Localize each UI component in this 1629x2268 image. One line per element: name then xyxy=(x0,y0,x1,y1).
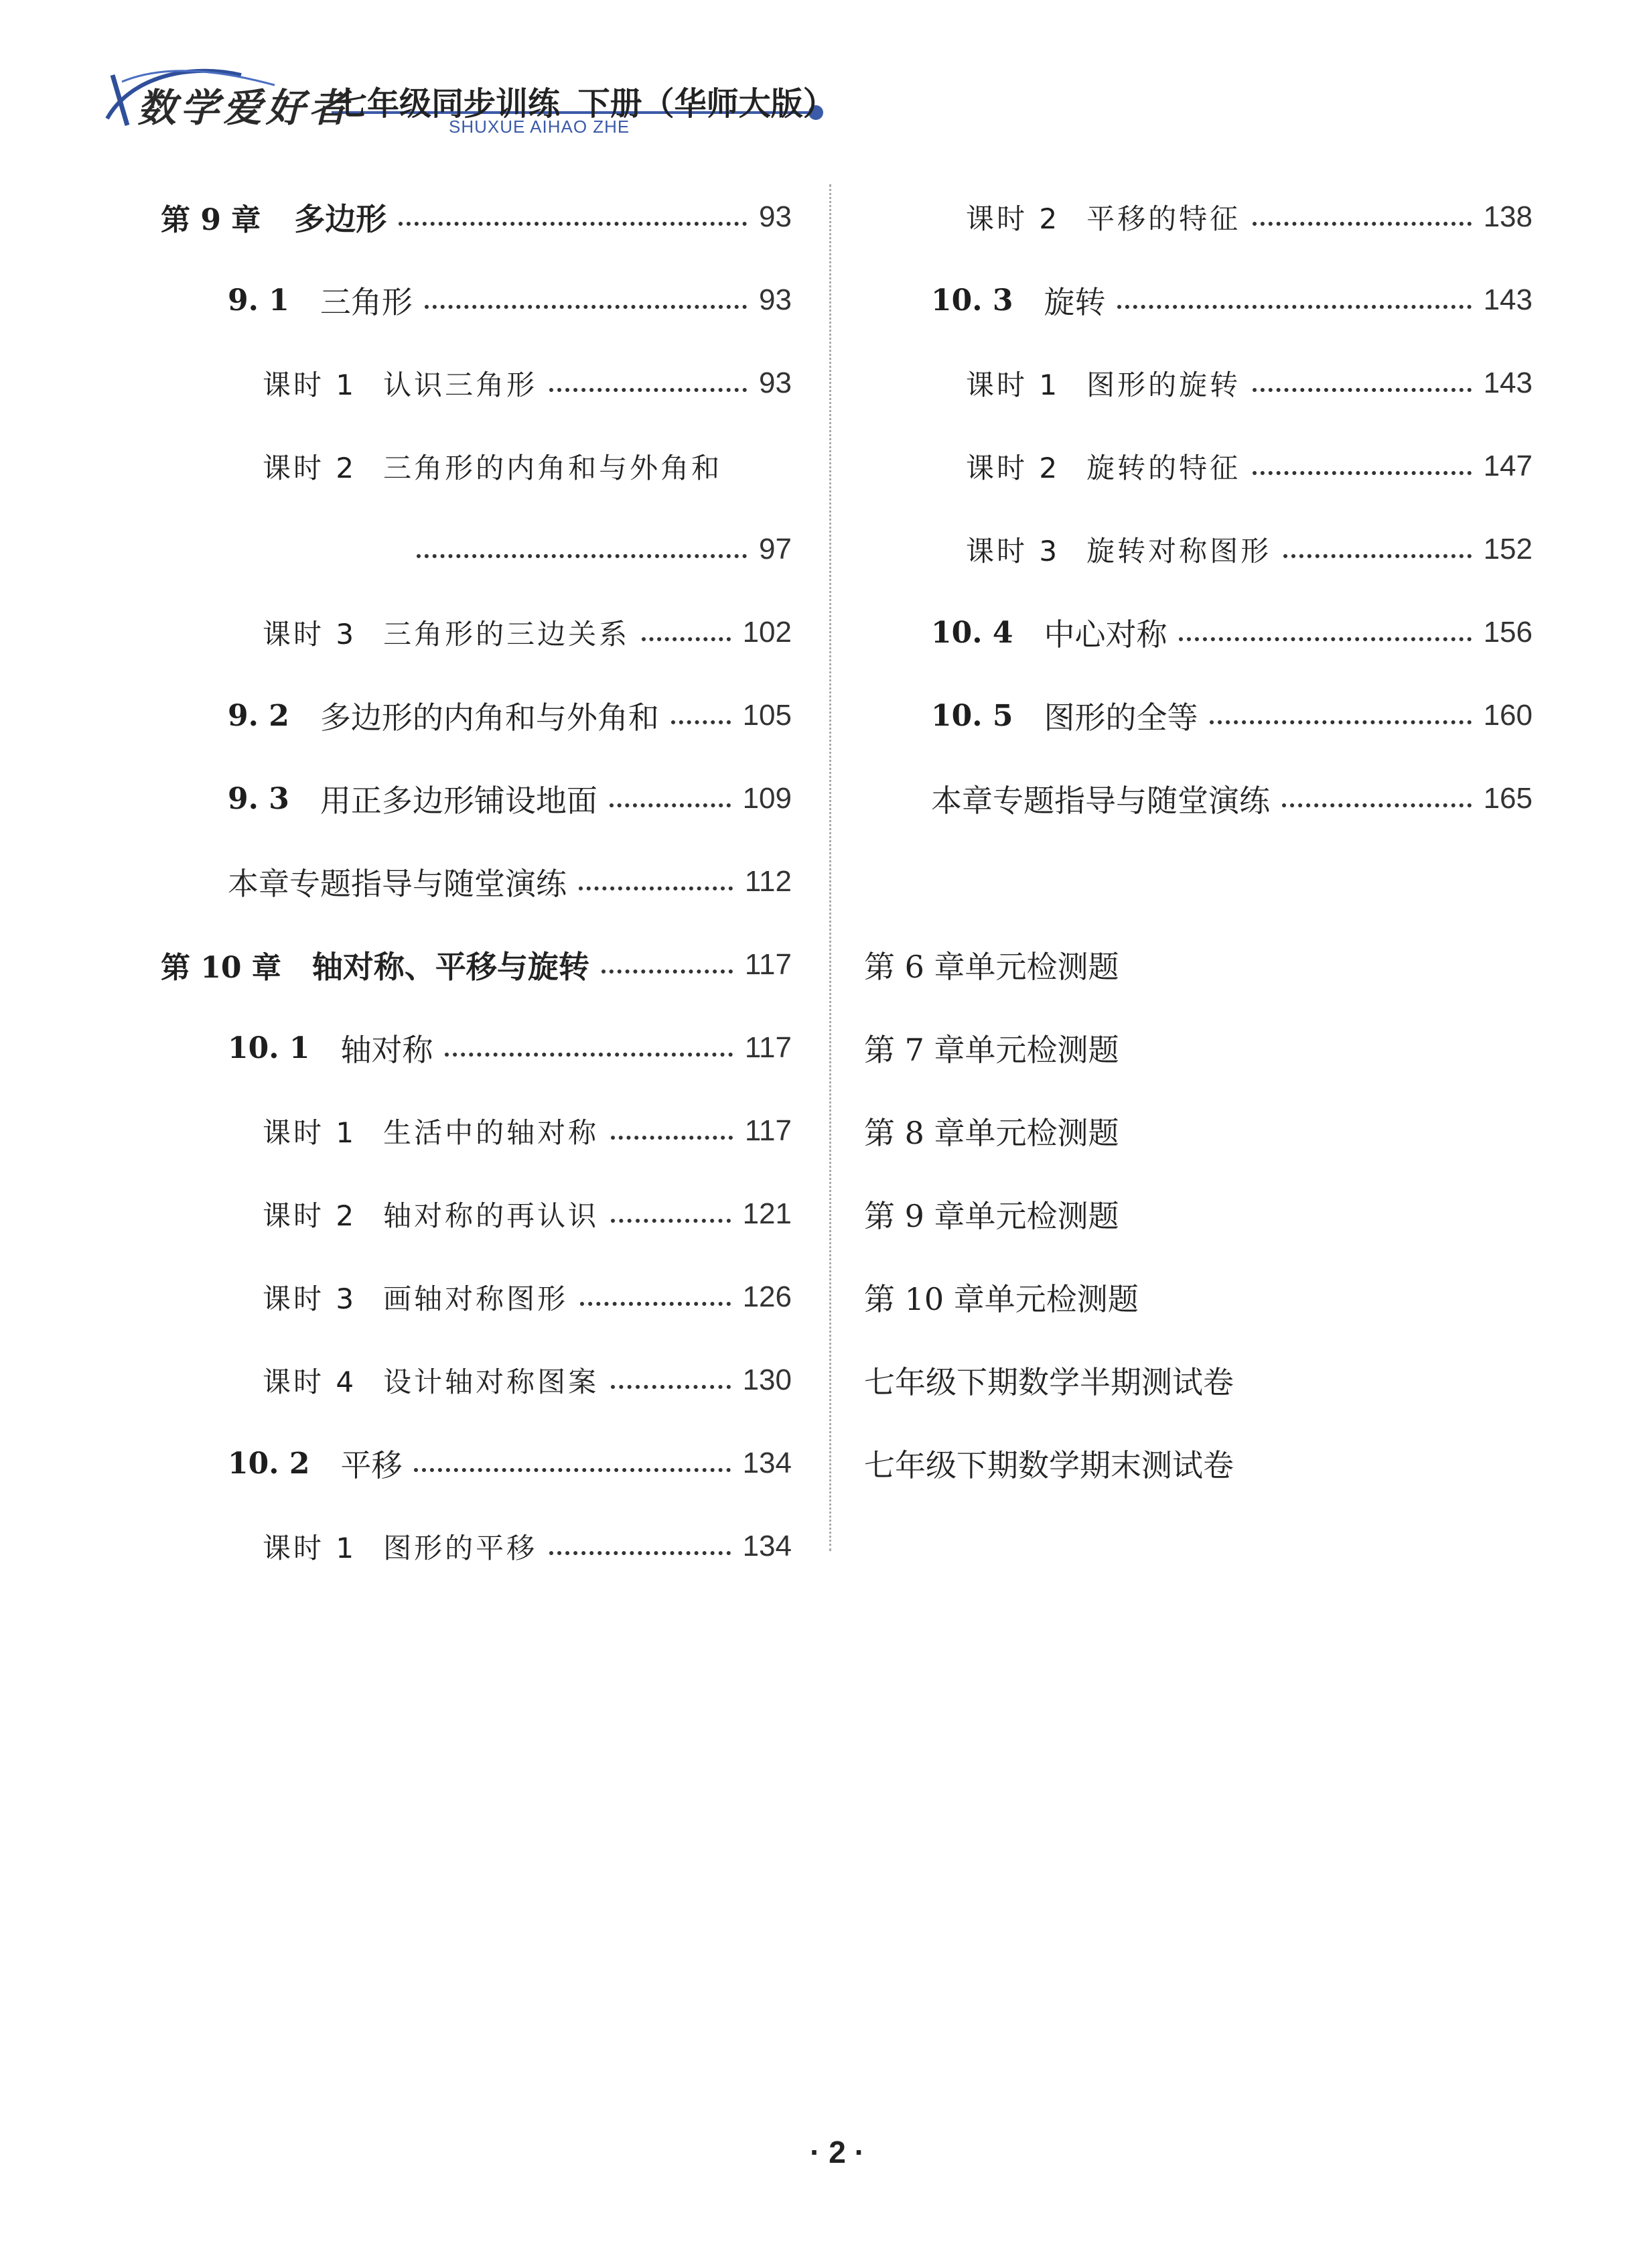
toc-entry[interactable] xyxy=(0,840,804,923)
test-item[interactable] xyxy=(831,1339,1541,1422)
book-title: 七年级同步训练 下册（华师大版） xyxy=(335,86,835,122)
entry-page: 126 xyxy=(742,1280,792,1313)
toc-entry[interactable] xyxy=(0,176,804,259)
entry-page: 134 xyxy=(742,1530,792,1562)
leader-dots xyxy=(601,970,733,974)
toc-entry[interactable] xyxy=(831,176,1541,259)
test-list xyxy=(831,923,1541,1505)
toc-entry[interactable] xyxy=(831,757,1541,840)
entry-title: 本章专题指导与随堂演练 xyxy=(228,866,567,902)
entry-title: 旋转对称图形 xyxy=(1086,535,1272,568)
leader-dots xyxy=(1253,222,1471,226)
leader-dots xyxy=(579,886,733,890)
test-title: 第 7 章单元检测题 xyxy=(864,1032,1119,1068)
entry-page: 152 xyxy=(1483,533,1533,565)
toc-entry[interactable] xyxy=(831,342,1541,425)
test-title: 第 6 章单元检测题 xyxy=(864,949,1119,985)
entry-page: 134 xyxy=(742,1447,792,1479)
toc-entry[interactable] xyxy=(0,757,804,840)
entry-title: 平移的特征 xyxy=(1086,202,1241,235)
entry-title: 图形的旋转 xyxy=(1086,369,1241,401)
entry-number: 课时 2 xyxy=(966,202,1060,235)
leader-dots xyxy=(399,222,747,226)
entry-number: 10. 2 xyxy=(228,1446,310,1481)
test-title: 第 9 章单元检测题 xyxy=(864,1198,1119,1234)
toc-entry[interactable] xyxy=(0,1505,804,1588)
test-item[interactable] xyxy=(831,1422,1541,1505)
toc-entry[interactable] xyxy=(0,259,804,342)
toc-entry[interactable] xyxy=(0,1422,804,1505)
entry-title: 轴对称、平移与旋转 xyxy=(311,949,589,985)
entry-number: 第 9 章 xyxy=(161,203,261,237)
entry-number: 课时 1 xyxy=(263,369,357,401)
toc-entry[interactable] xyxy=(0,591,804,674)
toc-entry[interactable] xyxy=(0,1089,804,1173)
entry-title: 旋转的特征 xyxy=(1086,452,1241,484)
brand-pinyin: SHUXUE AIHAO ZHE xyxy=(449,117,630,137)
entry-number: 课时 2 xyxy=(263,1199,357,1232)
entry-number: 课时 1 xyxy=(263,1116,357,1149)
entry-number: 第 10 章 xyxy=(161,951,281,985)
toc-entry-continuation[interactable] xyxy=(0,508,804,591)
entry-number: 9. 2 xyxy=(228,698,289,733)
leader-dots xyxy=(611,1385,730,1389)
entry-title: 三角形的内角和与外角和 xyxy=(383,452,723,484)
leader-dots xyxy=(1283,554,1471,558)
toc-entry[interactable] xyxy=(831,591,1541,674)
entry-page: 143 xyxy=(1483,283,1533,316)
entry-page: 121 xyxy=(742,1197,792,1230)
test-title: 七年级下期数学期末测试卷 xyxy=(864,1447,1234,1483)
entry-number: 10. 4 xyxy=(931,615,1013,650)
entry-page: 93 xyxy=(759,200,792,233)
entry-number: 课时 1 xyxy=(263,1532,357,1564)
entry-page: 93 xyxy=(759,366,792,399)
test-item[interactable] xyxy=(831,1173,1541,1256)
leader-dots xyxy=(549,1551,730,1555)
leader-dots xyxy=(425,305,747,309)
toc-entry[interactable] xyxy=(0,1006,804,1089)
entry-page: 93 xyxy=(759,283,792,316)
leader-dots xyxy=(671,720,731,724)
leader-dots xyxy=(1179,637,1471,641)
entry-number: 课时 2 xyxy=(263,452,357,484)
leader-dots xyxy=(549,388,747,392)
entry-title: 图形的全等 xyxy=(1044,699,1198,736)
entry-title: 用正多边形铺设地面 xyxy=(320,783,597,819)
entry-page: 160 xyxy=(1483,699,1533,732)
entry-page: 138 xyxy=(1483,200,1533,233)
test-title: 第 8 章单元检测题 xyxy=(864,1115,1119,1151)
entry-number: 9. 3 xyxy=(228,781,289,816)
entry-page: 97 xyxy=(759,533,792,565)
leader-dots xyxy=(445,1053,732,1057)
entry-title: 多边形 xyxy=(294,201,387,237)
toc-left-column xyxy=(0,176,804,1588)
entry-number: 课时 3 xyxy=(263,1282,357,1315)
entry-number: 课时 3 xyxy=(263,618,357,651)
leader-dots xyxy=(414,1468,730,1472)
test-item[interactable] xyxy=(831,1089,1541,1173)
entry-title: 图形的平移 xyxy=(383,1532,538,1564)
entry-number: 课时 1 xyxy=(966,369,1060,401)
entry-title: 中心对称 xyxy=(1044,616,1167,653)
leader-dots xyxy=(1253,471,1471,475)
entry-page: 165 xyxy=(1483,782,1533,815)
entry-title: 三角形 xyxy=(320,284,413,320)
leader-dots xyxy=(611,1136,733,1140)
book-header xyxy=(100,55,837,142)
test-item[interactable] xyxy=(831,1006,1541,1089)
page-number: · 2 · xyxy=(810,2135,865,2170)
entry-page: 105 xyxy=(742,699,792,732)
entry-page: 156 xyxy=(1483,616,1533,649)
entry-number: 课时 4 xyxy=(263,1365,357,1398)
entry-page: 117 xyxy=(744,1031,792,1064)
toc-entry[interactable] xyxy=(831,259,1541,342)
leader-dots xyxy=(611,1219,730,1223)
entry-page: 117 xyxy=(744,1114,792,1147)
toc-entry[interactable] xyxy=(831,508,1541,591)
test-item[interactable] xyxy=(831,1256,1541,1339)
entry-number: 课时 3 xyxy=(966,535,1060,568)
toc-entry[interactable] xyxy=(0,674,804,757)
entry-title: 本章专题指导与随堂演练 xyxy=(931,783,1270,819)
entry-number: 9. 1 xyxy=(228,283,289,318)
entry-title: 认识三角形 xyxy=(383,369,538,401)
toc-entry[interactable] xyxy=(831,674,1541,757)
entry-number: 课时 2 xyxy=(966,452,1060,484)
entry-number: 10. 3 xyxy=(931,283,1013,318)
entry-title: 旋转 xyxy=(1044,284,1106,320)
entry-title: 画轴对称图形 xyxy=(383,1282,569,1315)
leader-dots xyxy=(642,637,730,641)
toc-right-column xyxy=(831,176,1541,923)
brand-title: 数学爱好者 xyxy=(137,85,352,131)
leader-dots xyxy=(1282,803,1472,807)
toc-entry[interactable] xyxy=(0,1173,804,1256)
entry-page: 147 xyxy=(1483,450,1533,482)
entry-page: 130 xyxy=(742,1363,792,1396)
entry-page: 143 xyxy=(1483,366,1533,399)
entry-title: 设计轴对称图案 xyxy=(383,1365,599,1398)
toc-entry[interactable] xyxy=(0,1339,804,1422)
leader-dots xyxy=(1117,305,1471,309)
leader-dots xyxy=(1253,388,1471,392)
test-item[interactable] xyxy=(831,923,1541,1006)
entry-title: 三角形的三边关系 xyxy=(383,618,630,651)
entry-title: 多边形的内角和与外角和 xyxy=(320,699,659,736)
entry-number: 10. 1 xyxy=(228,1030,310,1065)
spacer-row xyxy=(831,840,1541,923)
toc-entry[interactable] xyxy=(0,923,804,1006)
entry-page: 117 xyxy=(744,948,792,981)
entry-title: 平移 xyxy=(340,1447,403,1483)
toc-entry[interactable] xyxy=(0,425,804,508)
leader-dots xyxy=(417,554,747,558)
test-title: 第 10 章单元检测题 xyxy=(864,1281,1139,1317)
toc-entry[interactable] xyxy=(0,342,804,425)
toc-entry[interactable] xyxy=(0,1256,804,1339)
entry-page: 102 xyxy=(742,616,792,649)
entry-title: 轴对称 xyxy=(340,1032,433,1068)
entry-page: 112 xyxy=(744,865,792,898)
entry-number: 10. 5 xyxy=(931,698,1013,733)
toc-entry[interactable] xyxy=(831,425,1541,508)
leader-dots xyxy=(1210,720,1471,724)
entry-title: 生活中的轴对称 xyxy=(383,1116,599,1149)
leader-dots xyxy=(610,803,731,807)
entry-title: 轴对称的再认识 xyxy=(383,1199,599,1232)
test-title: 七年级下期数学半期测试卷 xyxy=(864,1364,1234,1400)
leader-dots xyxy=(580,1302,730,1306)
entry-page: 109 xyxy=(742,782,792,815)
